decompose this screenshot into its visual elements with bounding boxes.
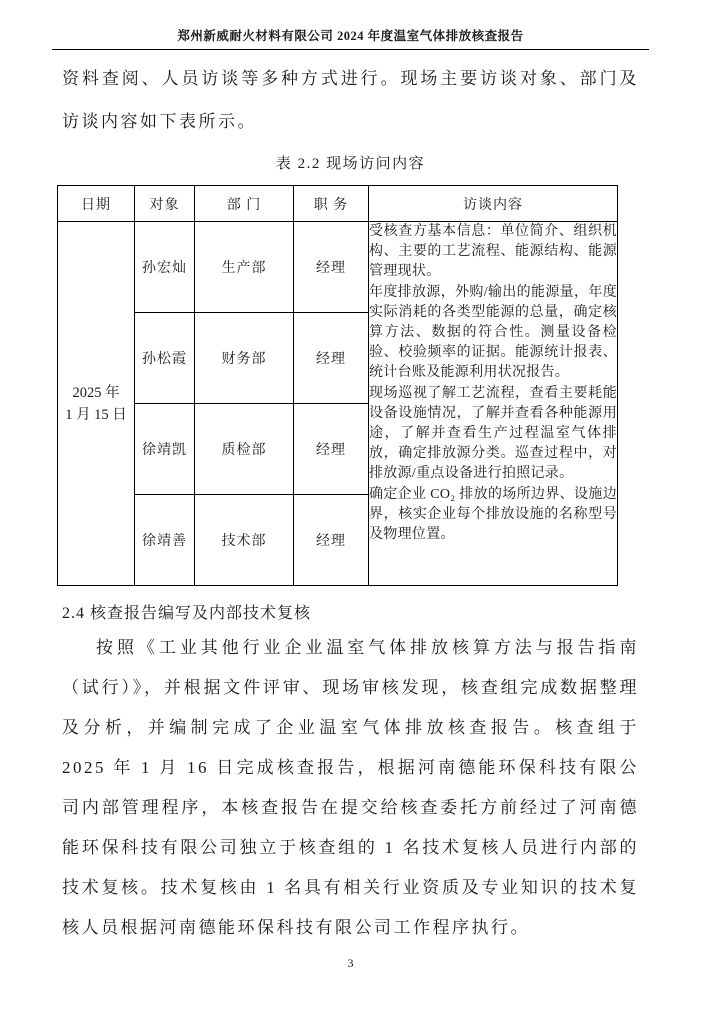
title-cell: 经理 [294,495,369,586]
date-line2: 1 月 15 日 [65,406,127,423]
header-date: 日期 [58,186,135,222]
interview-paragraph: 现场巡视了解工艺流程，查看主要耗能设备设施情况，了解并查看各种能源用途，了解并查看生产过程温室气体排放，确定排放源分类。巡查过程中，对排放源/重点设备进行拍照记录。 [369,385,617,482]
table-caption: 表 2.2 现场访问内容 [275,156,426,172]
name-cell: 孙松霞 [135,313,195,404]
date-line1: 2025 年 [72,384,120,401]
name-cell: 孙宏灿 [135,222,195,313]
interview-paragraph: 年度排放源，外购/输出的能源量，年度实际消耗的各类型能源的总量，确定核算方法、数据的符合性。测量设备检验、校验频率的证据。能源统计报表、统计台账及能源利用状况报告。 [369,284,617,381]
document-header-title: 郑州新威耐火材料有限公司 2024 年度温室气体排放核查报告 [52,26,649,50]
title-cell: 经理 [294,222,369,313]
department-cell: 质检部 [195,404,294,495]
section-paragraph: 按照《工业其他行业企业温室气体排放核算方法与报告指南（试行）》，并根据文件评审、现场审核发现，核查组完成数据整理及分析，并编制完成了企业温室气体排放核查报告。核查组于 2025 年 1 月 16 日完成核查报告，根据河南德能环保科技有限公司内部管理程序，本核查报告在提交给核查委托方前经过了河南德能环保科技有限公司独立于核查组的 1 名技术复核人员进行内部的技术复核。技术复核由 1 名具有相关行业资质及专业知识的技术复核人员根据河南德能环保科技有限公司工作程序执行。 [62,638,639,937]
intro-paragraph: 资料查阅、人员访谈等多种方式进行。现场主要访谈对象、部门及访谈内容如下表所示。 [62,69,639,131]
header-title: 职 务 [294,186,369,222]
page-number: 3 [347,956,354,970]
interview-paragraph: 确定企业 CO₂ 排放的场所边界、设施边界，核实企业每个排放设施的名称型号及物理位置。 [369,486,617,543]
date-cell [58,222,135,586]
interview-content-cell [369,222,618,586]
table-header-row [58,186,618,222]
table-row [58,222,618,313]
title-cell: 经理 [294,313,369,404]
header-person: 对象 [135,186,195,222]
department-cell: 财务部 [195,313,294,404]
department-cell: 生产部 [195,222,294,313]
site-visit-table [57,185,618,586]
title-cell: 经理 [294,404,369,495]
section-heading: 2.4 核查报告编写及内部技术复核 [62,605,312,622]
name-cell: 徐靖凯 [135,404,195,495]
interview-paragraph: 受核查方基本信息：单位简介、组织机构、主要的工艺流程、能源结构、能源管理现状。 [369,224,617,280]
name-cell: 徐靖善 [135,495,195,586]
header-content: 访谈内容 [369,186,618,222]
department-cell: 技术部 [195,495,294,586]
header-department: 部 门 [195,186,294,222]
